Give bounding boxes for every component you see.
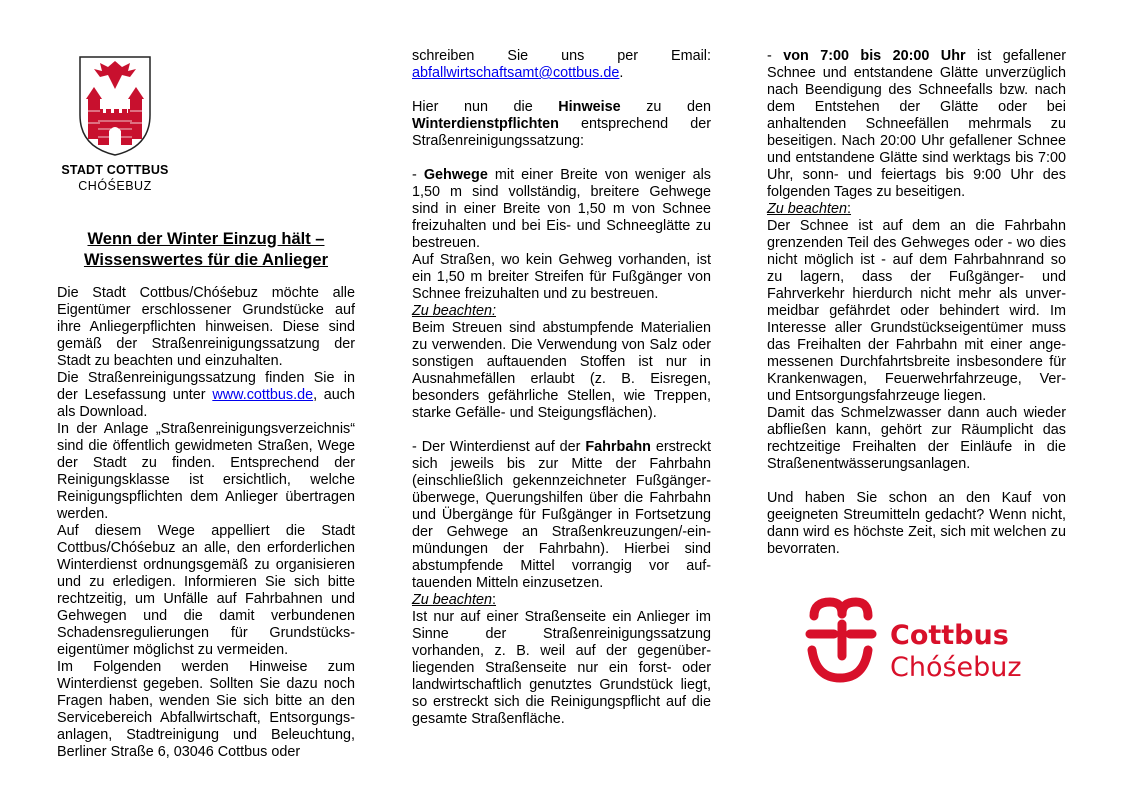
paragraph xyxy=(412,167,711,252)
logo-word-cottbus: Cottbus xyxy=(890,620,1009,651)
bold-text: Gehwege xyxy=(423,167,488,183)
paragraph: Der Schnee ist auf dem an die Fahrbahn grenzenden Teil des Gehweges oder - wo dies nicht möglich ist - auf dem Fahrbahnrand so zu lagern, dass der Fußgänger- und Fahrverkehr hierdurch nicht mehr als unver-meidbar gefährdet oder behindert wird. Im Interesse aller Grundstückseigentümer muss das Freihalten der Fahrbahn mit einer ange-messenen Durchfahrtsbreite insbesondere für Krankenwagen, Feuerwehrfahrzeuge, Ver- und Entsorgungsfahrzeuge liegen. xyxy=(767,218,1066,404)
cottbus-brand-logo xyxy=(802,594,1042,684)
paragraph: Auf Straßen, wo kein Gehweg vorhanden, ist ein 1,50 m breiter Streifen für Fußgänger von Schnee freizuhalten und zu bestreuen. xyxy=(412,252,711,302)
city-name: STADT COTTBUS xyxy=(61,163,169,177)
text-span: - xyxy=(412,167,424,183)
note-heading-text: Zu beachten xyxy=(767,201,848,217)
note-heading-text: Zu beachten xyxy=(412,592,493,608)
text-span: Hier nun die xyxy=(412,99,559,115)
text-span: zu den xyxy=(620,99,711,115)
paragraph xyxy=(412,48,711,82)
bold-text: Hinweise xyxy=(558,99,621,115)
paragraph xyxy=(57,370,355,421)
text-span: - xyxy=(767,48,784,64)
paragraph: Die Stadt Cottbus/Chóśebuz möchte alle Eigentümer erschlossener Grundstücke auf ihre Anliegerpflichten hinweisen. Diese sind gemäß der Straßenreinigungssatzung der Stadt zu beachten und einzuhalten. xyxy=(57,285,355,369)
paragraph: In der Anlage „Straßenreinigungsverzeichnis“ sind die öffentlich gewidmeten Straßen, Wege der Stadt zu finden. Entsprechend der Reinigungsklasse ist ersichtlich, welche Reinigungspflichten dem Anlieger übertragen werden. xyxy=(57,421,355,522)
text-span: . xyxy=(619,65,624,81)
text-span: Die Straßenreinigungssatzung finden Sie in der Lesefassung unter xyxy=(57,370,355,403)
text-span: ist gefallener Schnee und entstandene Glätte unverzüglich nach Beendigung des Schneefalls bzw. nach dem Entstehen der Glätte oder bei anhaltenden Schneefällen mehrmals zu beseitigen. Nach 20:00 Uhr gefallener Schnee und entstandene Glätte sind werktags bis 7:00 Uhr, sonn- und feiertags bis 9:00 Uhr des folgenden Tages zu beseitigen. xyxy=(767,48,1066,200)
cottbus-brand-mark-icon xyxy=(810,602,872,678)
text-span: - Der Winterdienst auf der xyxy=(412,439,586,455)
paragraph: Ist nur auf einer Straßenseite ein Anlieger im Sinne der Straßenreinigungssatzung vorhanden, z. B. weil auf der gegenüber-liegenden Straßenseite nur ein forst- oder landwirtschaftlich genutztes Grundstück liegt, so erstreckt sich die Reinigungspflicht auf die gesamte Straßenfläche. xyxy=(412,609,711,727)
city-name-sorbian: CHÓŚEBUZ xyxy=(78,179,152,193)
city-coat-of-arms-icon xyxy=(78,55,152,157)
city-crest-block xyxy=(60,55,170,193)
paragraph: Beim Streuen sind abstumpfende Materialien zu verwenden. Die Verwendung von Salz oder sonstigen auftauenden Stoffen ist nur in Ausnahmefällen erlaubt (z. B. Eisregen, besonders gefährliche Stellen, wie Treppen, starke Gefälle- und Steigungsflächen). xyxy=(412,320,711,421)
note-heading xyxy=(412,592,711,609)
text-span: erstreckt sich jeweils bis zur Mitte der Fahrbahn (einschließlich gekennzeichneter Fußgänger-überwege, Querungshilfen über die Fahrbahn und Übergänge für Fußgänger in Fortsetzung der Gehwege an Straßenkreuzungen/-ein-mündungen der Fahrbahn). Hierbei sind abstumpfende Mittel vorrangig vor auf-tauenden Mitteln einzusetzen. xyxy=(412,439,711,591)
note-heading-text: Zu beachten: xyxy=(412,303,497,319)
bold-text: Winterdienstpflichten xyxy=(412,116,559,132)
paragraph xyxy=(767,48,1066,201)
text-span: schreiben Sie uns per Email: xyxy=(412,48,711,64)
paragraph xyxy=(412,99,711,150)
bold-text: von 7:00 bis 20:00 Uhr xyxy=(783,48,966,64)
paragraph: Damit das Schmelzwasser dann auch wieder abfließen kann, gehört zur Räumplicht das rechtzeitige Freihalten der Einläufe in die Straßenentwässerungsanlagen. xyxy=(767,405,1066,472)
logo-word-chosebuz: Chóśebuz xyxy=(890,652,1022,683)
website-link[interactable]: www.cottbus.de xyxy=(212,387,314,403)
column-3-text xyxy=(767,48,1066,558)
text-span: : xyxy=(847,201,852,217)
email-link[interactable]: abfallwirtschaftsamt@cottbus.de xyxy=(412,65,620,81)
paragraph: Und haben Sie schon an den Kauf von geeigneten Streumitteln gedacht? Wenn nicht, dann wird es höchste Zeit, sich mit welchen zu bevorraten. xyxy=(767,490,1066,557)
column-1-text xyxy=(57,285,355,761)
text-span: : xyxy=(492,592,497,608)
page-title-line-1: Wenn der Winter Einzug hält – xyxy=(87,230,325,248)
page-title xyxy=(57,229,355,271)
note-heading xyxy=(767,201,1066,218)
page-title-line-2: Wissenswertes für die Anlieger xyxy=(83,251,329,269)
bold-text: Fahrbahn xyxy=(585,439,651,455)
text-span: entsprechend der Straßenreinigungssatzung: xyxy=(412,116,711,149)
paragraph: Auf diesem Wege appelliert die Stadt Cottbus/Chóśebuz an alle, den erforderlichen Winterdienst ordnungsgemäß zu organisieren und zu erledigen. Informieren Sie sich bitte rechtzeitig, um Unfälle auf Fahrbahnen und Gehwegen und die damit verbundenen Schadensregulierungen für Grundstücks-eigentümer möglichst zu vermeiden. xyxy=(57,523,355,658)
text-span: , auch als Download. xyxy=(57,387,356,420)
text-span: mit einer Breite von weniger als 1,50 m sind vollständig, breitere Gehwege sind in einer Breite von 1,50 m von Schnee freizuhalten und bei Eis- und Schneeglätte zu bestreuen. xyxy=(412,167,711,251)
paragraph xyxy=(412,439,711,592)
column-2-text xyxy=(412,48,711,728)
note-heading xyxy=(412,303,711,320)
paragraph: Im Folgenden werden Hinweise zum Winterdienst gegeben. Sollten Sie dazu noch Fragen haben, wenden Sie sich bitte an den Servicebereich Abfallwirtschaft, Entsorgungs-anlagen, Stadtreinigung und Beleuchtung, Berliner Straße 6, 03046 Cottbus oder xyxy=(57,659,355,760)
